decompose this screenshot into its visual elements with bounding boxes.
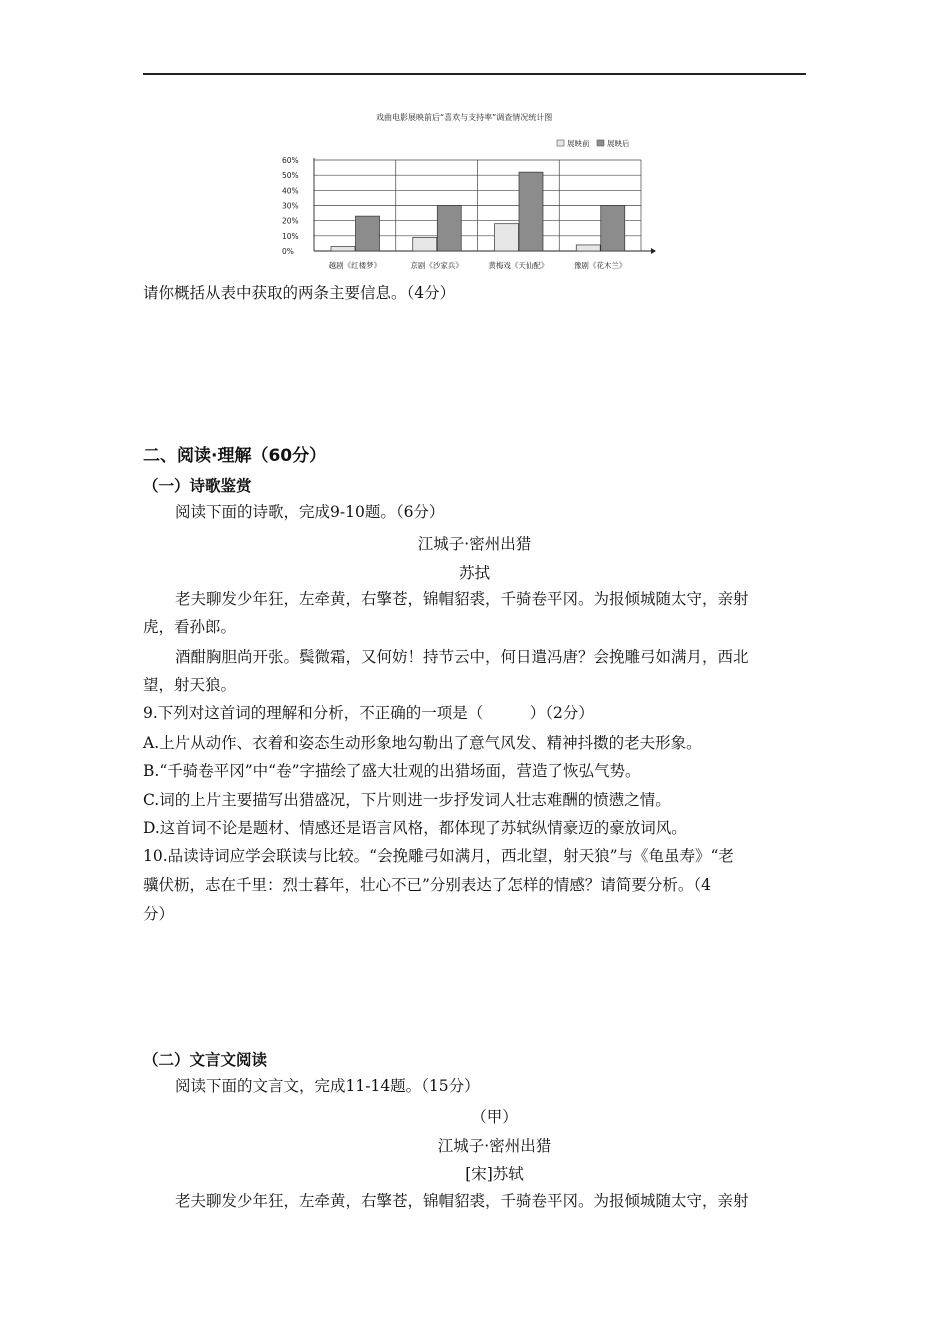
y-tick-label: 20%	[282, 216, 299, 226]
y-tick-label: 60%	[282, 156, 299, 165]
bar	[437, 206, 461, 252]
x-axis-arrow	[651, 248, 656, 254]
q10-line: 分）	[143, 905, 175, 923]
y-tick-label: 10%	[282, 231, 299, 241]
legend-label: 展映后	[607, 139, 630, 148]
x-tick-label: 豫剧《花木兰》	[573, 261, 627, 270]
q9-option-b: B.“千骑卷平冈”中“卷”字描绘了盛大壮观的出猎场面，营造了恢弘气势。	[143, 762, 641, 780]
part2-poem-author: [宋]苏轼	[465, 1165, 524, 1183]
q9-option-d: D.这首词不论是题材、情感还是语言风格，都体现了苏轼纵情豪迈的豪放词风。	[143, 819, 687, 837]
part2-label: （甲）	[471, 1108, 518, 1126]
q10-line: 10.品读诗词应学会联读与比较。“会挽雕弓如满月，西北望，射天狼”与《龟虽寿》“老	[143, 847, 734, 865]
bar	[356, 216, 380, 251]
legend-swatch	[597, 140, 604, 146]
x-tick-label: 黄梅戏《天仙配》	[488, 261, 549, 270]
poem-line: 酒酣胸胆尚开张。鬓微霜，又何妨！持节云中，何日遣冯唐？会挽雕弓如满月，西北	[175, 648, 749, 666]
poem-line: 望，射天狼。	[143, 676, 237, 694]
q9-option-c: C.词的上片主要描写出猎盛况，下片则进一步抒发词人壮志难酬的愤懑之情。	[143, 791, 671, 809]
part2-title: （二）文言文阅读	[143, 1051, 268, 1069]
poem-title: 江城子·密州出猎	[417, 535, 532, 553]
x-tick-label: 越剧《红楼梦》	[328, 261, 382, 270]
bar-chart	[282, 108, 662, 278]
y-tick-label: 30%	[282, 201, 299, 211]
legend-swatch	[557, 140, 564, 146]
part1-instruction: 阅读下面的诗歌，完成9-10题。（6分）	[175, 503, 445, 521]
bar	[331, 246, 355, 251]
q10-line: 骥伏枥，志在千里：烈士暮年，壮心不已”分别表达了怎样的情感？请简要分析。（4	[143, 876, 712, 894]
poem-author: 苏拭	[458, 564, 490, 582]
poem-line: 虎，看孙郎。	[143, 618, 237, 636]
y-tick-label: 0%	[282, 247, 294, 256]
bar	[519, 172, 543, 251]
bar	[601, 206, 625, 252]
bar	[576, 245, 600, 251]
chart-title: 戏曲电影展映前后“喜欢与支持率”调查情况统计图	[376, 113, 553, 122]
part2-first-line: 老夫聊发少年狂，左牵黄，右擎苍，锦帽貂裘，千骑卷平冈。为报倾城随太守，亲射	[175, 1192, 749, 1210]
bar	[413, 237, 437, 251]
part2-poem-title: 江城子·密州出猎	[437, 1137, 552, 1155]
x-tick-label: 京剧《沙家兵》	[410, 261, 463, 270]
part1-title: （一）诗歌鉴赏	[143, 477, 252, 495]
bar	[495, 224, 519, 251]
q9-stem: 9.下列对这首词的理解和分析，不正确的一项是（ ）（2分）	[143, 704, 594, 722]
chart-svg	[282, 108, 662, 278]
y-tick-label: 50%	[282, 171, 299, 181]
q8-prompt: 请你概括从表中获取的两条主要信息。（4分）	[143, 284, 456, 302]
poem-line: 老夫聊发少年狂，左牵黄，右擎苍，锦帽貂裘，千骑卷平冈。为报倾城随太守，亲射	[175, 590, 749, 608]
y-tick-label: 40%	[282, 186, 299, 196]
part2-instruction: 阅读下面的文言文，完成11-14题。（15分）	[175, 1077, 480, 1095]
section-title: 二、阅读·理解（60分）	[143, 446, 327, 466]
legend-label: 展映前	[567, 139, 590, 148]
header-rule	[143, 73, 806, 75]
q9-option-a: A.上片从动作、衣着和姿态生动形象地勾勒出了意气风发、精神抖擞的老夫形象。	[143, 734, 702, 752]
